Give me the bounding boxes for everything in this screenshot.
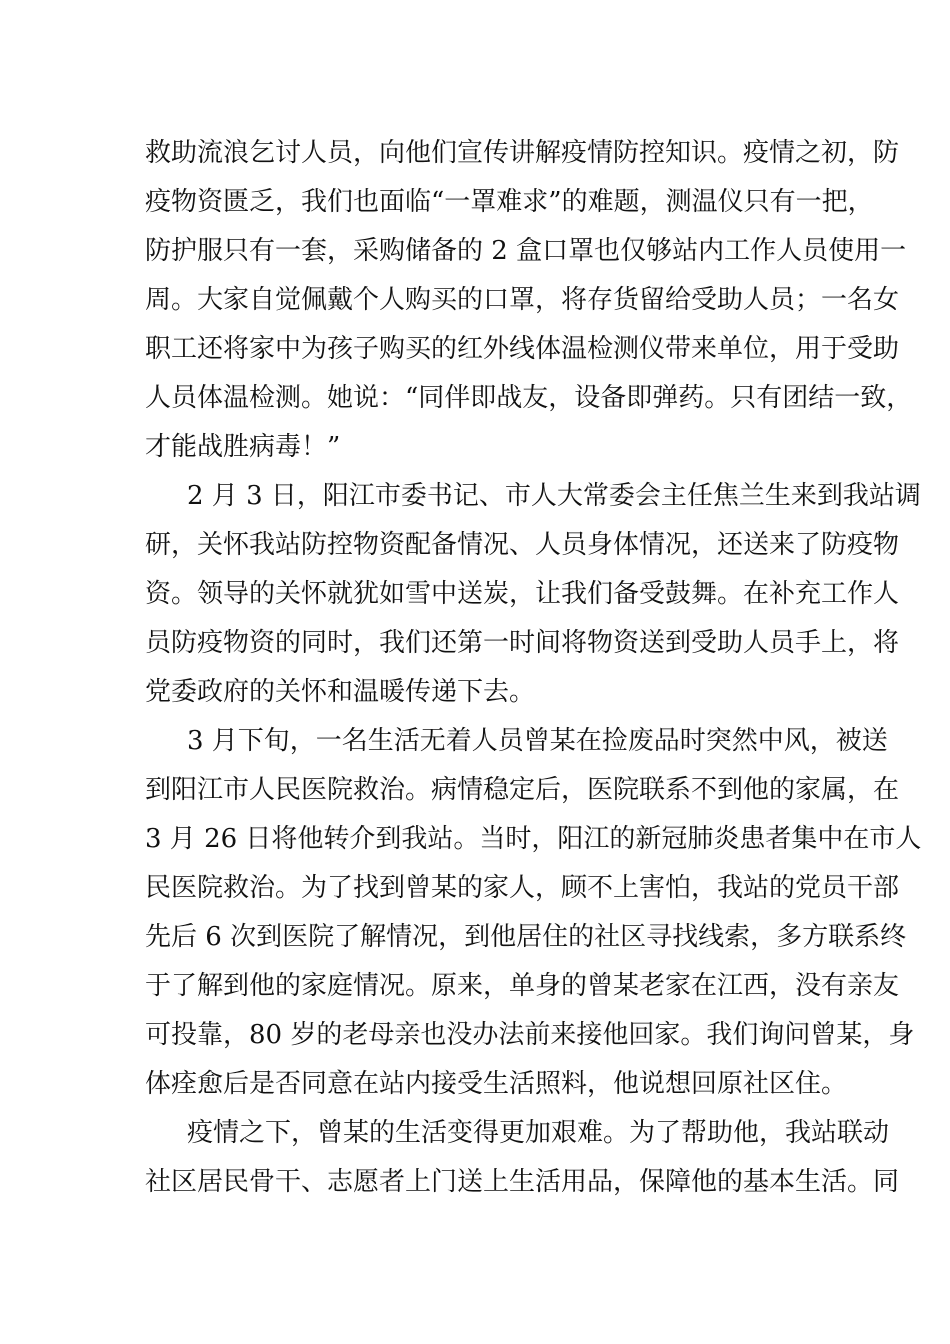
text-line: 于了解到他的家庭情况。原来，单身的曾某老家在江西，没有亲友 <box>145 971 900 1001</box>
text-line: 才能战胜病毒！” <box>145 432 341 462</box>
text-line: 到阳江市人民医院救治。病情稳定后，医院联系不到他的家属，在 <box>145 775 900 805</box>
text-line: 疫情之下，曾某的生活变得更加艰难。为了帮助他，我站联动 <box>187 1118 890 1148</box>
text-line: 体痊愈后是否同意在站内接受生活照料，他说想回原社区住。 <box>145 1069 848 1099</box>
text-line: 救助流浪乞讨人员，向他们宣传讲解疫情防控知识。疫情之初，防 <box>145 138 900 168</box>
text-line: 社区居民骨干、志愿者上门送上生活用品，保障他的基本生活。同 <box>145 1167 900 1197</box>
text-line: 员防疫物资的同时，我们还第一时间将物资送到受助人员手上，将 <box>145 628 900 658</box>
text-line: 防护服只有一套，采购储备的 2 盒口罩也仅够站内工作人员使用一 <box>145 236 907 266</box>
text-line: 疫物资匮乏，我们也面临“一罩难求”的难题，测温仪只有一把， <box>145 187 874 217</box>
text-line: 民医院救治。为了找到曾某的家人，顾不上害怕，我站的党员干部 <box>145 873 900 903</box>
text-line: 周。大家自觉佩戴个人购买的口罩，将存货留给受助人员；一名女 <box>145 285 900 315</box>
text-line: 研，关怀我站防控物资配备情况、人员身体情况，还送来了防疫物 <box>145 530 900 560</box>
text-line: 人员体温检测。她说：“同伴即战友，设备即弹药。只有团结一致， <box>145 383 913 413</box>
text-line: 资。领导的关怀就犹如雪中送炭，让我们备受鼓舞。在补充工作人 <box>145 579 900 609</box>
text-line: 职工还将家中为孩子购买的红外线体温检测仪带来单位，用于受助 <box>145 334 900 364</box>
text-line: 3 月 26 日将他转介到我站。当时，阳江的新冠肺炎患者集中在市人 <box>145 824 922 854</box>
text-line: 3 月下旬，一名生活无着人员曾某在捡废品时突然中风，被送 <box>187 726 888 756</box>
text-line: 2 月 3 日，阳江市委书记、市人大常委会主任焦兰生来到我站调 <box>187 481 921 511</box>
text-line: 可投靠，80 岁的老母亲也没办法前来接他回家。我们询问曾某，身 <box>145 1020 915 1050</box>
text-line: 党委政府的关怀和温暖传递下去。 <box>145 677 536 707</box>
text-line: 先后 6 次到医院了解情况，到他居住的社区寻找线索，多方联系终 <box>145 922 907 952</box>
